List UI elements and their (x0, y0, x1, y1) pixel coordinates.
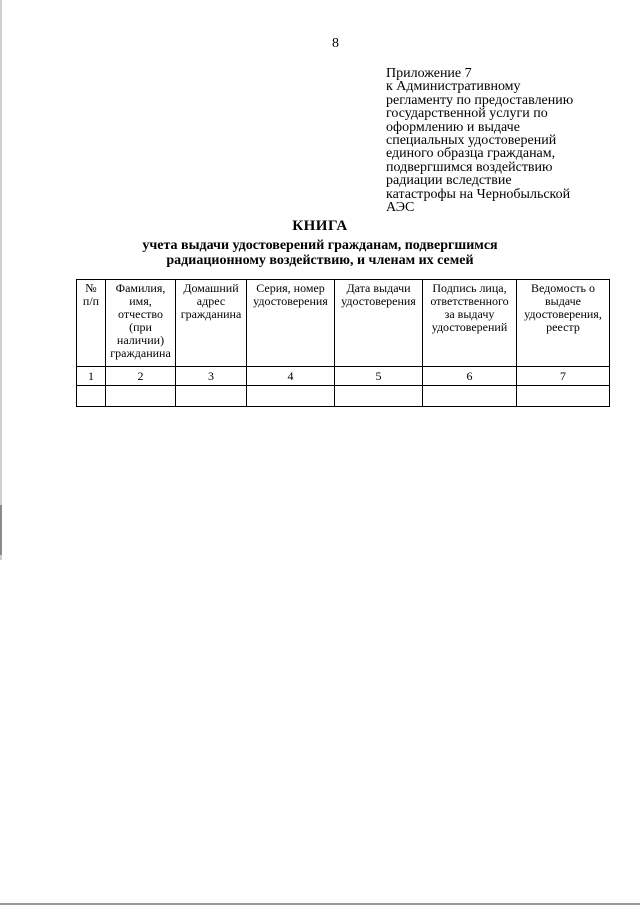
column-number-row (77, 367, 610, 386)
header-cell-number: № п/п (77, 280, 106, 367)
empty-cell (517, 386, 610, 407)
empty-cell (335, 386, 423, 407)
document-title: КНИГА (292, 218, 348, 234)
column-number-cell: 1 (77, 367, 106, 386)
empty-entry-row (77, 386, 610, 407)
column-number-cell: 7 (517, 367, 610, 386)
header-cell-register: Ведомость о выдаче удостоверения, реестр (517, 280, 610, 367)
column-number-cell: 6 (423, 367, 517, 386)
appendix-line: оформлению и выдаче (386, 119, 520, 135)
empty-cell (247, 386, 335, 407)
appendix-line: государственной услуги по (386, 106, 548, 122)
appendix-line: АЭС (386, 200, 415, 216)
header-cell-certificate-series: Серия, номер удостоверения (247, 280, 335, 367)
appendix-line: специальных удостоверений (386, 133, 557, 149)
appendix-note (386, 67, 601, 214)
column-number-cell: 2 (106, 367, 176, 386)
scan-left-edge-mark (0, 505, 2, 555)
appendix-line: катастрофы на Чернобыльской (386, 186, 571, 202)
header-cell-home-address: Домашний адрес гражданина (176, 280, 247, 367)
header-row (77, 280, 610, 367)
header-cell-full-name: Фамилия, имя, отчество (при наличии) гражданина (106, 280, 176, 367)
empty-cell (106, 386, 176, 407)
header-cell-issue-date: Дата выдачи удостоверения (335, 280, 423, 367)
column-number-cell: 3 (176, 367, 247, 386)
appendix-line: единого образца гражданам, (386, 146, 556, 162)
column-number-cell: 4 (247, 367, 335, 386)
subtitle-line: радиационному воздействию, и членам их семей (166, 253, 474, 268)
appendix-line: радиации вследствие (386, 173, 512, 189)
subtitle-line: учета выдачи удостоверений гражданам, подвергшимся (142, 238, 498, 253)
appendix-line: к Административному (386, 79, 521, 95)
column-number-cell: 5 (335, 367, 423, 386)
register-table (76, 279, 610, 407)
appendix-line: подвергшимся воздействию (386, 159, 553, 175)
document-subtitle (0, 238, 640, 268)
appendix-line: регламенту по предоставлению (386, 92, 574, 108)
header-cell-signature: Подпись лица, ответственного за выдачу удостоверений (423, 280, 517, 367)
appendix-line: Приложение 7 (386, 66, 472, 81)
empty-cell (423, 386, 517, 407)
page-number: 8 (332, 36, 339, 51)
empty-cell (77, 386, 106, 407)
scan-left-edge (0, 0, 2, 560)
empty-cell (176, 386, 247, 407)
